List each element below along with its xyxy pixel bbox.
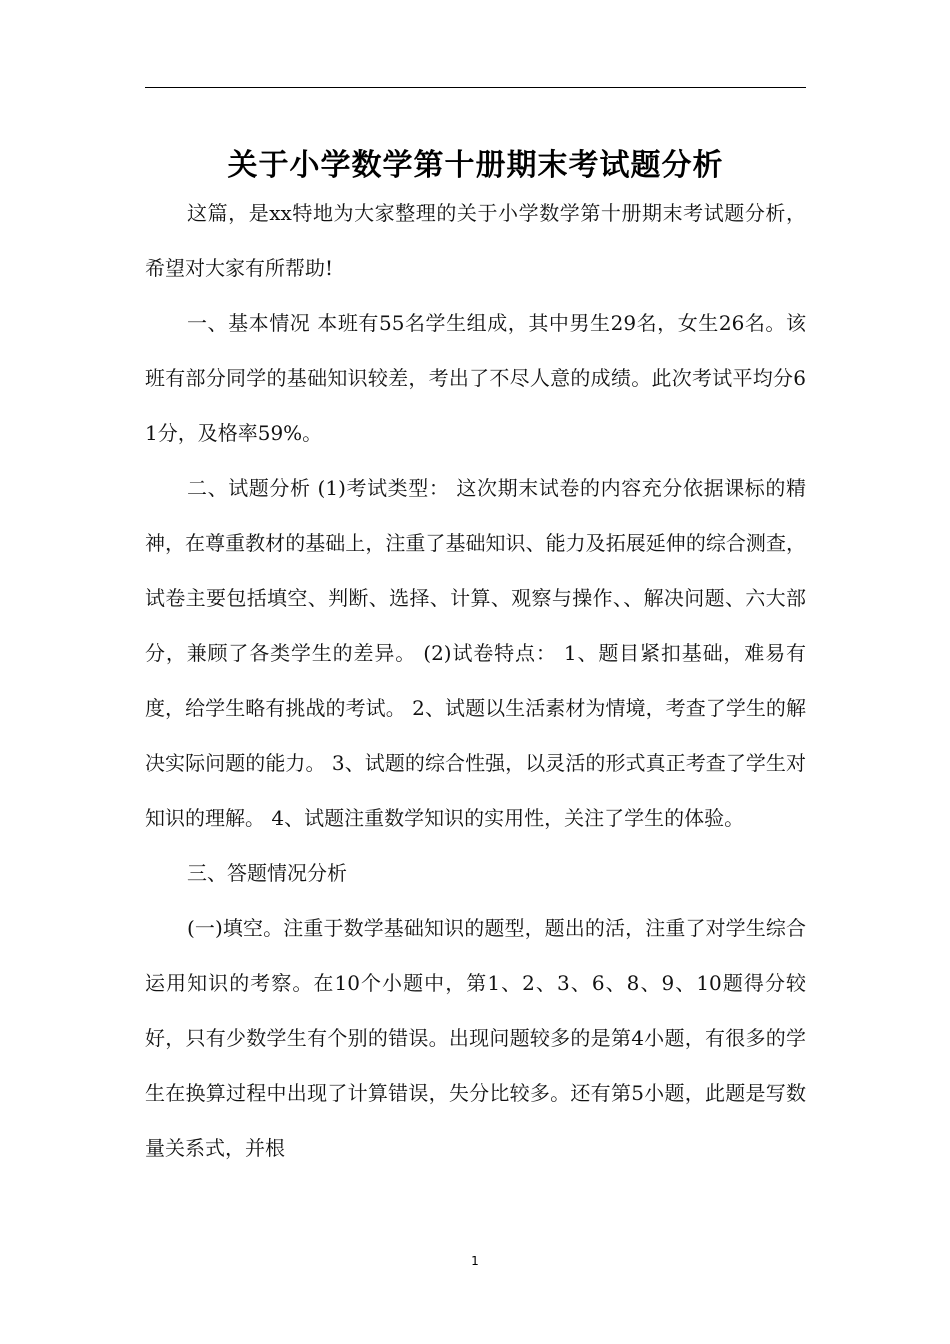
header-rule xyxy=(145,87,806,88)
paragraph-answer-analysis-heading: 三、答题情况分析 xyxy=(187,861,347,885)
paragraph-test-analysis: 二、试题分析 (1)考试类型： 这次期末试卷的内容充分依据课标的精神，在尊重教材的基础上，注重了基础知识、能力及拓展延伸的综合测查，试卷主要包括填空、判断、选择、计算、观察与操作、、解决问题、六大部分，兼顾了各类学生的差异。 (2)试卷特点： 1、题目紧扣基础，难易有度，给学生略有挑战的考试。 2、试题以生活素材为情境，考查了学生的解决实际问题的能力。 3、试题的综合性强，以灵活的形式真正考查了学生对知识的理解。 4、试题注重数学知识的实用性，关注了学生的体验。 xyxy=(145,476,806,830)
page-number: 1 xyxy=(471,1254,479,1268)
document-title: 关于小学数学第十册期末考试题分析 xyxy=(227,148,724,184)
paragraph-basic-situation: 一、基本情况 本班有55名学生组成，其中男生29名，女生26名。该班有部分同学的基础知识较差，考出了不尽人意的成绩。此次考试平均分61分，及格率59%。 xyxy=(145,311,806,445)
paragraph-intro: 这篇，是xx特地为大家整理的关于小学数学第十册期末考试题分析，希望对大家有所帮助! xyxy=(145,201,806,280)
paragraph-fill-in-blanks: (一)填空。注重于数学基础知识的题型，题出的活，注重了对学生综合运用知识的考察。在10个小题中，第1、2、3、6、8、9、10题得分较好，只有少数学生有个别的错误。出现问题较多的是第4小题，有很多的学生在换算过程中出现了计算错误，失分比较多。还有第5小题，此题是写数量关系式，并根 xyxy=(145,916,806,1160)
document-body xyxy=(145,186,806,1176)
